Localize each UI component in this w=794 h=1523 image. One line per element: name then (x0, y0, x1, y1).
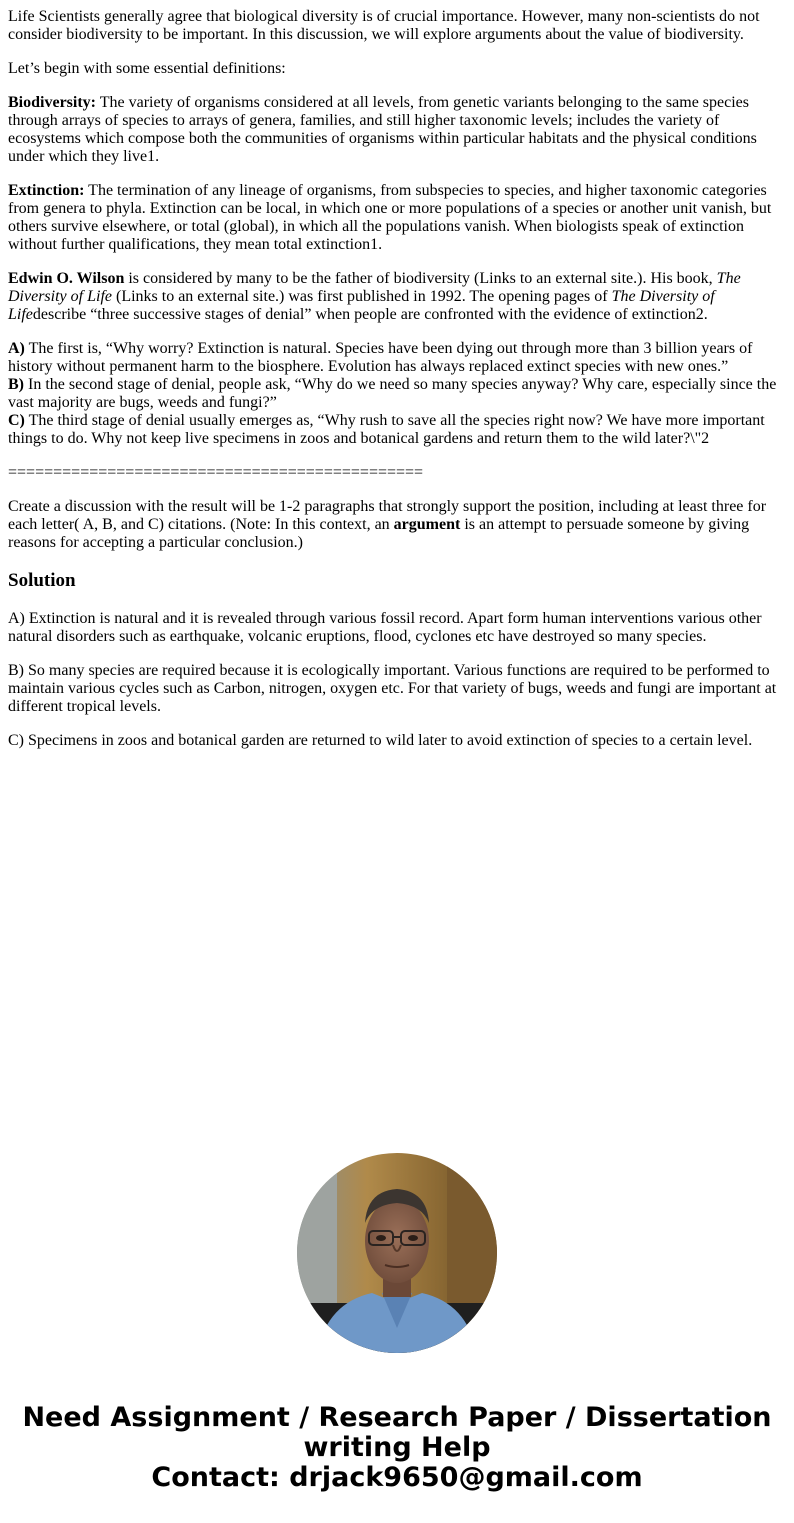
divider-line: ============================================== (8, 464, 424, 481)
task-text-1: Create a discussion with the result will be 1-2 paragraphs that strongly support the position, including at least three for each letter( A, B, and C) citations. (Note: In this context, an (8, 498, 767, 533)
stage-c-label: C) (8, 412, 25, 429)
book-title-2: The Diversity of Life (8, 288, 715, 323)
extinction-definition (8, 182, 786, 254)
extinction-text: The termination of any lineage of organisms, from subspecies to species, and higher taxonomic categories from genera to phyla. Extinction can be local, in which one or more populations of a species or another unit vanish, but others survive elsewhere, or total (global), in which all the populations vanish. When biologists speak of extinction without further qualifications, they mean total extinction1. (8, 182, 772, 253)
book-title: The Diversity of Life (8, 270, 741, 305)
stage-a-text: The first is, “Why worry? Extinction is natural. Species have been dying out through more than 3 billion years of history without permanent harm to the biosphere. Evolution has always replaced extinct species with new ones.” (8, 340, 753, 375)
extinction-term: Extinction: (8, 182, 85, 199)
solution-b: B) So many species are required because it is ecologically important. Various functions are required to be performed to maintain various cycles such as Carbon, nitrogen, oxygen etc. For that variety of bugs, weeds and fungi are important at different tropical levels. (8, 662, 777, 715)
cta-contact: Contact: drjack9650@gmail.com (151, 1462, 643, 1493)
biodiversity-text: The variety of organisms considered at all levels, from genetic variants belonging to the same species through arrays of species to arrays of genera, families, and still higher taxonomic levels; includes the variety of ecosystems which compose both the communities of organisms within particular habitats and the physical conditions under which they live1. (8, 94, 757, 165)
stage-a (8, 340, 786, 376)
wilson-name: Edwin O. Wilson (8, 270, 125, 287)
denial-stages (8, 340, 786, 448)
stage-a-label: A) (8, 340, 25, 357)
stage-b (8, 376, 786, 412)
definitions-intro: Let’s begin with some essential definitions: (8, 60, 286, 77)
stage-b-label: B) (8, 376, 24, 393)
wilson-paragraph (8, 270, 786, 324)
wilson-text-3: describe “three successive stages of denial” when people are confronted with the evidence of extinction2. (32, 306, 708, 323)
task-paragraph (8, 498, 786, 552)
wilson-text-1: is considered by many to be the father of biodiversity (Links to an external site.). His book, (124, 270, 717, 287)
intro-paragraph: Life Scientists generally agree that biological diversity is of crucial importance. However, many non-scientists do not consider biodiversity to be important. In this discussion, we will explore arguments about the value of biodiversity. (8, 8, 760, 43)
solution-c: C) Specimens in zoos and botanical garden are returned to wild later to avoid extinction of species to a certain level. (8, 732, 753, 749)
stage-c-text: The third stage of denial usually emerges as, “Why rush to save all the species right now? We have more important things to do. Why not keep live specimens in zoos and botanical gardens and return them to the wild later?\"2 (8, 412, 765, 447)
stage-b-text: In the second stage of denial, people ask, “Why do we need so many species anyway? Why care, especially since the vast majority are bugs, weeds and fungi?” (8, 376, 777, 411)
cta-line-1: Need Assignment / Research Paper / Dissertation (22, 1402, 772, 1433)
solution-heading: Solution (8, 570, 76, 591)
avatar (297, 1153, 497, 1353)
solution-a: A) Extinction is natural and it is revealed through various fossil record. Apart form human interventions various other natural disorders such as earthquake, volcanic eruptions, flood, cyclones etc have destroyed so many species. (8, 610, 762, 645)
author-photo-icon (297, 1153, 497, 1353)
cta-line-2: writing Help (303, 1432, 491, 1463)
stage-c (8, 412, 786, 448)
document-body (0, 0, 794, 750)
biodiversity-term: Biodiversity: (8, 94, 96, 111)
task-text-2: is an attempt to persuade someone by giving reasons for accepting a particular conclusion.) (8, 516, 750, 551)
contact-banner (0, 1403, 794, 1493)
argument-term: argument (393, 516, 461, 533)
wilson-text-2: (Links to an external site.) was first published in 1992. The opening pages of (111, 288, 612, 305)
biodiversity-definition (8, 94, 786, 166)
